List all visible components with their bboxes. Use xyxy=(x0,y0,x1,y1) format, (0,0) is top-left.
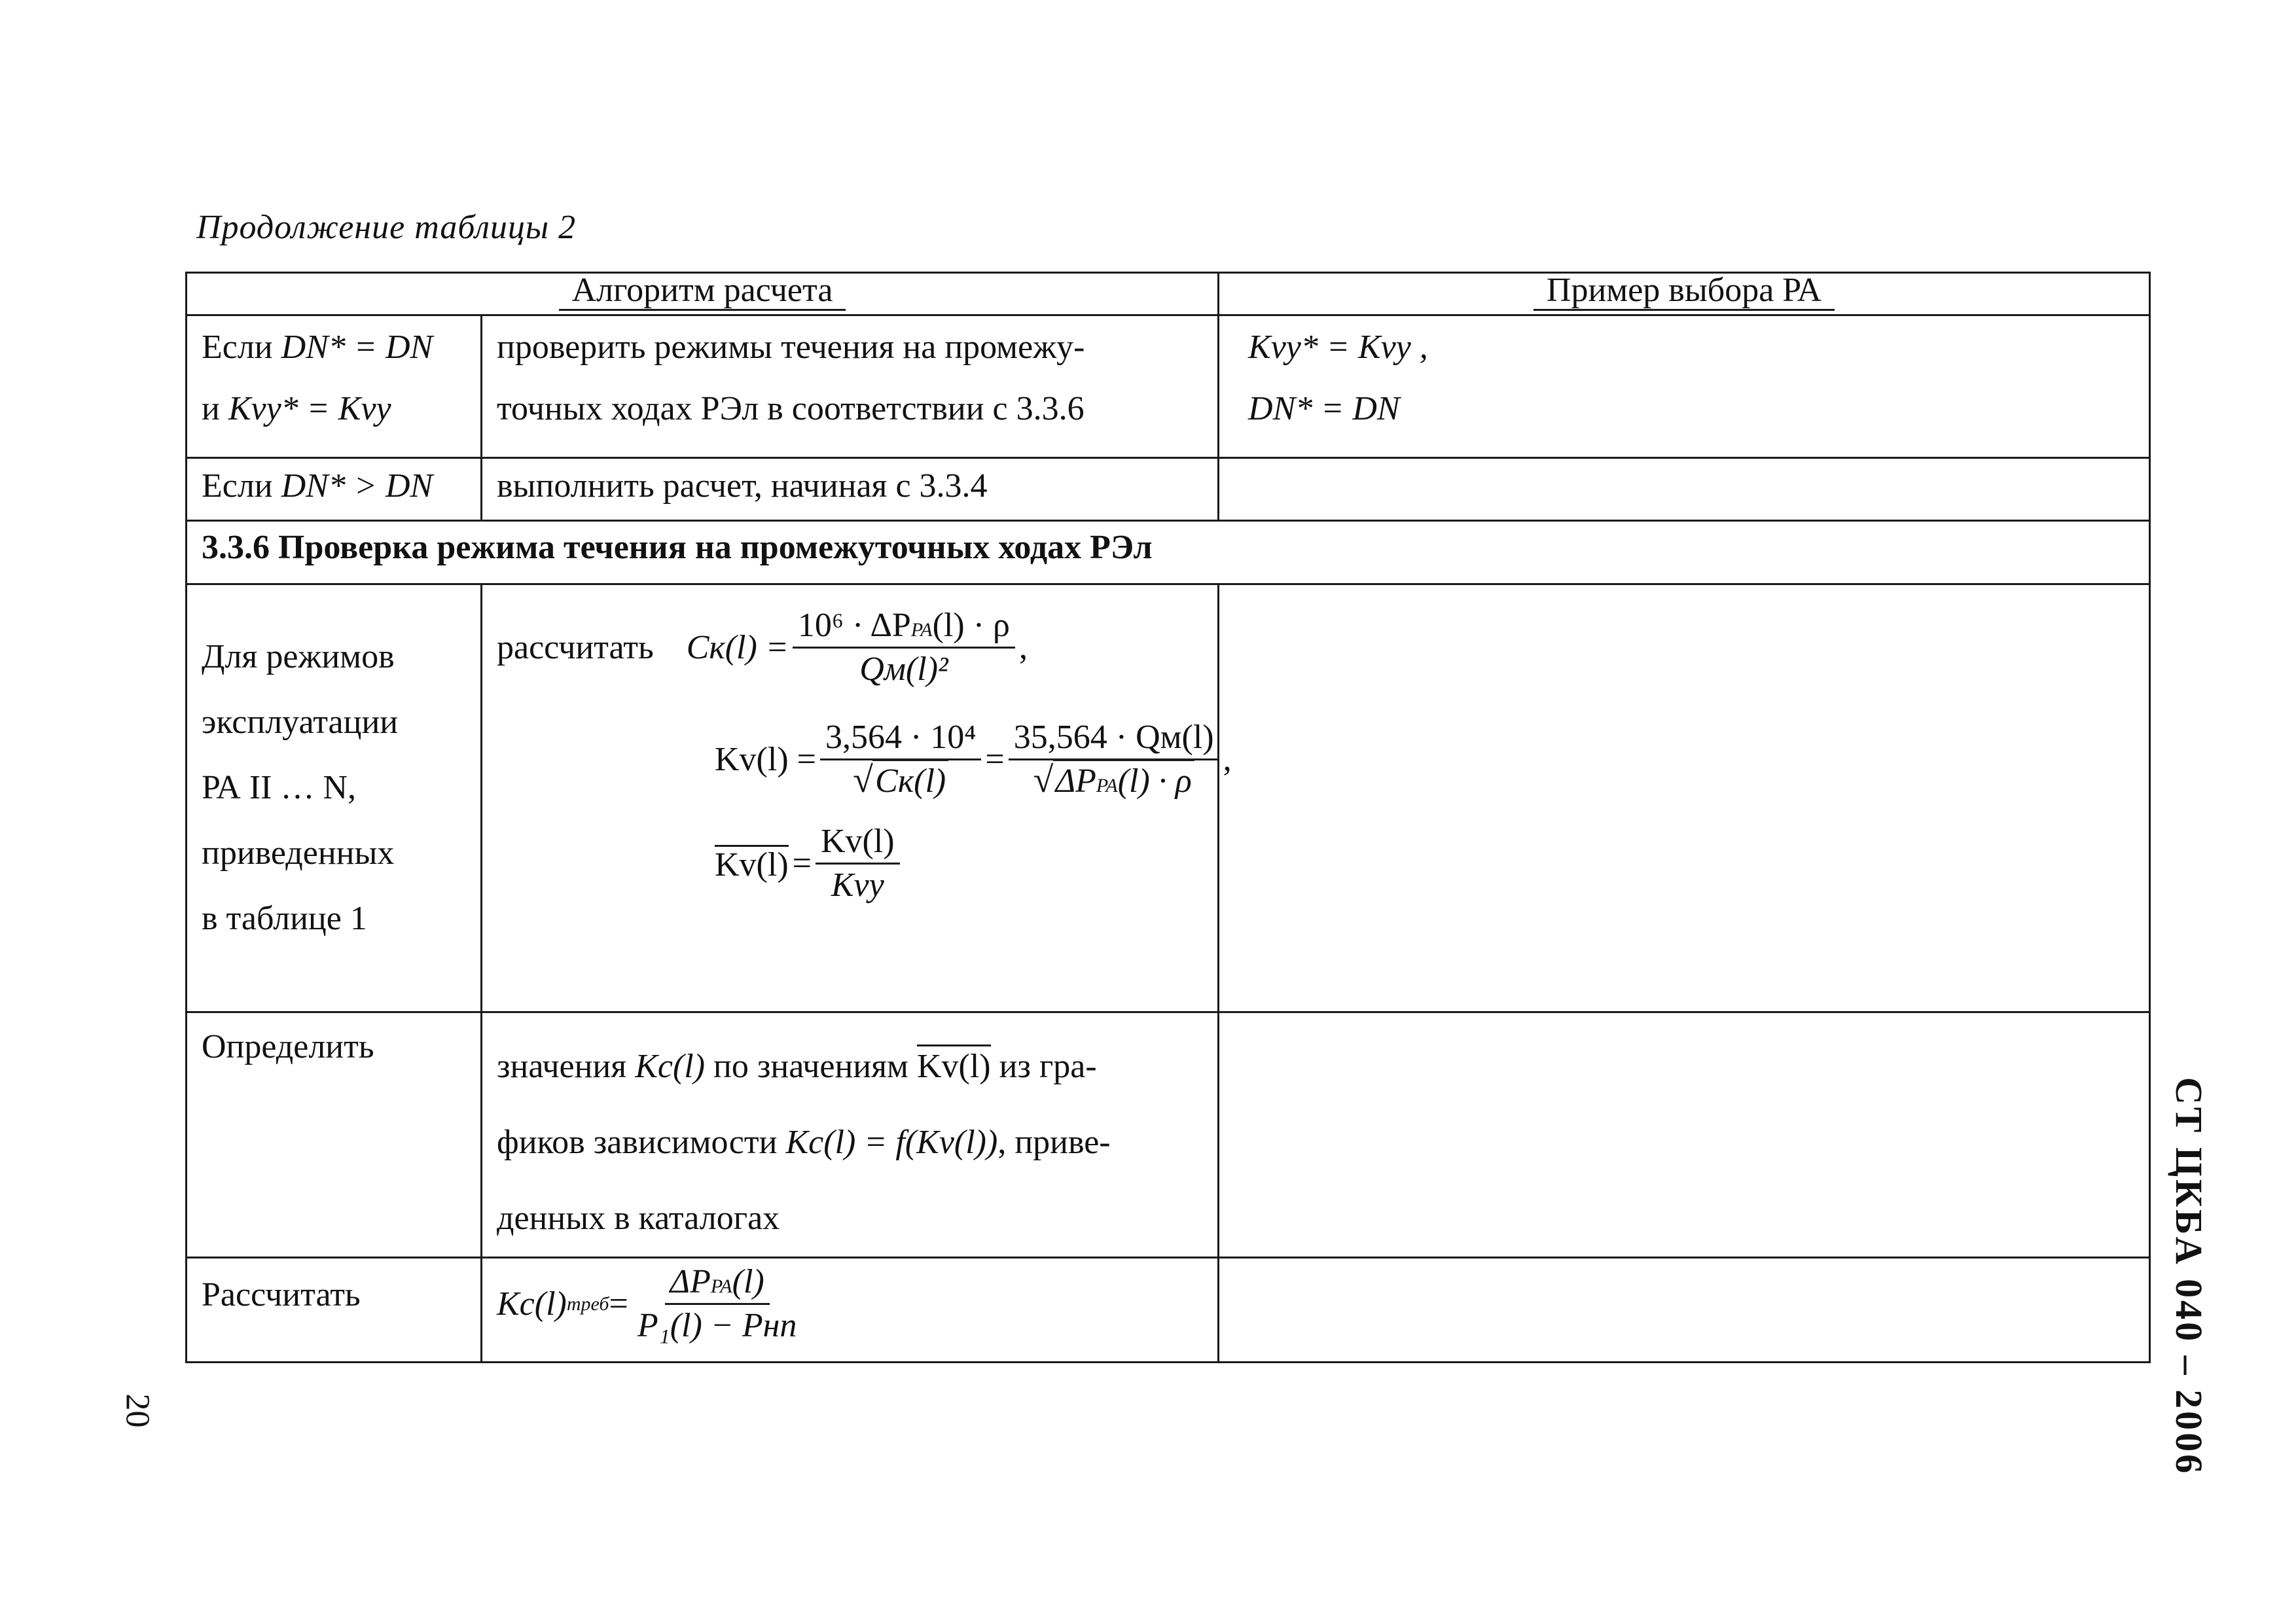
page-number: 20 xyxy=(118,1393,156,1427)
example-cell xyxy=(1219,458,2150,521)
formula-kv-relative: Kv(l) = $\frac{Kv(l)}{\text{Kvy}}$ xyxy=(715,825,1203,902)
table-caption: Продолжение таблицы 2 xyxy=(196,209,577,246)
condition-cell: Если DN* > DN xyxy=(187,458,482,521)
condition-cell: Определить xyxy=(187,1012,482,1258)
calculation-table xyxy=(185,272,2151,1363)
document-code: СТ ЦКБА 040 – 2006 xyxy=(2168,1077,2211,1476)
description-cell: значения Kc(l) по значениям Kv(l) из гра- фиков зависимости Kc(l) = f(Kv(l)), приве- денных в каталогах xyxy=(482,1012,1219,1258)
table-row xyxy=(187,1012,2150,1258)
table-row xyxy=(187,315,2150,458)
header-algorithm: Алгоритм расчета xyxy=(187,273,1219,315)
example-cell xyxy=(1219,1258,2150,1363)
formula-ck: рассчитать Cк(l) = $\frac{\text{10⁶ · ΔPPA(l) · ρ}}{\text{Qм(l)²}}$ , xyxy=(497,607,1028,688)
header-row xyxy=(187,273,2150,315)
action-cell: проверить режимы течения на промежу- точных ходах РЭл в соответствии с 3.3.6 xyxy=(482,315,1219,458)
formula-cell xyxy=(482,584,1232,1012)
table-row xyxy=(187,584,2150,1012)
formula-kc-required: Kc(l) треб = $\frac{\text{ΔPPA(l)}}{\text{P₁(l) − Pнп}}$ xyxy=(497,1263,797,1344)
example-cell xyxy=(1219,584,2150,1012)
condition-cell: Если DN* = DN и Kvy* = Kvy xyxy=(187,315,482,458)
formula-kv: Kv(l) = 3,564 · 10⁴ √ Cк(l) = 35,564 · Qм(l) √ ΔPPA(l) · ρ , xyxy=(715,721,1203,798)
section-row xyxy=(187,521,2150,584)
condition-cell: Для режимов эксплуатации РА II … N, приведенных в таблице 1 xyxy=(187,584,482,1012)
table-row xyxy=(187,458,2150,521)
condition-cell: Рассчитать xyxy=(187,1258,482,1363)
action-cell: выполнить расчет, начиная с 3.3.4 xyxy=(482,458,1219,521)
example-cell: Kvy* = Kvy , DN* = DN xyxy=(1219,315,2150,458)
example-cell xyxy=(1219,1012,2150,1258)
header-example: Пример выбора РА xyxy=(1219,273,2150,315)
section-heading: 3.3.6 Проверка режима течения на промежуточных ходах РЭл xyxy=(187,521,2150,584)
formula-cell xyxy=(482,1258,1219,1363)
table-row xyxy=(187,1258,2150,1363)
